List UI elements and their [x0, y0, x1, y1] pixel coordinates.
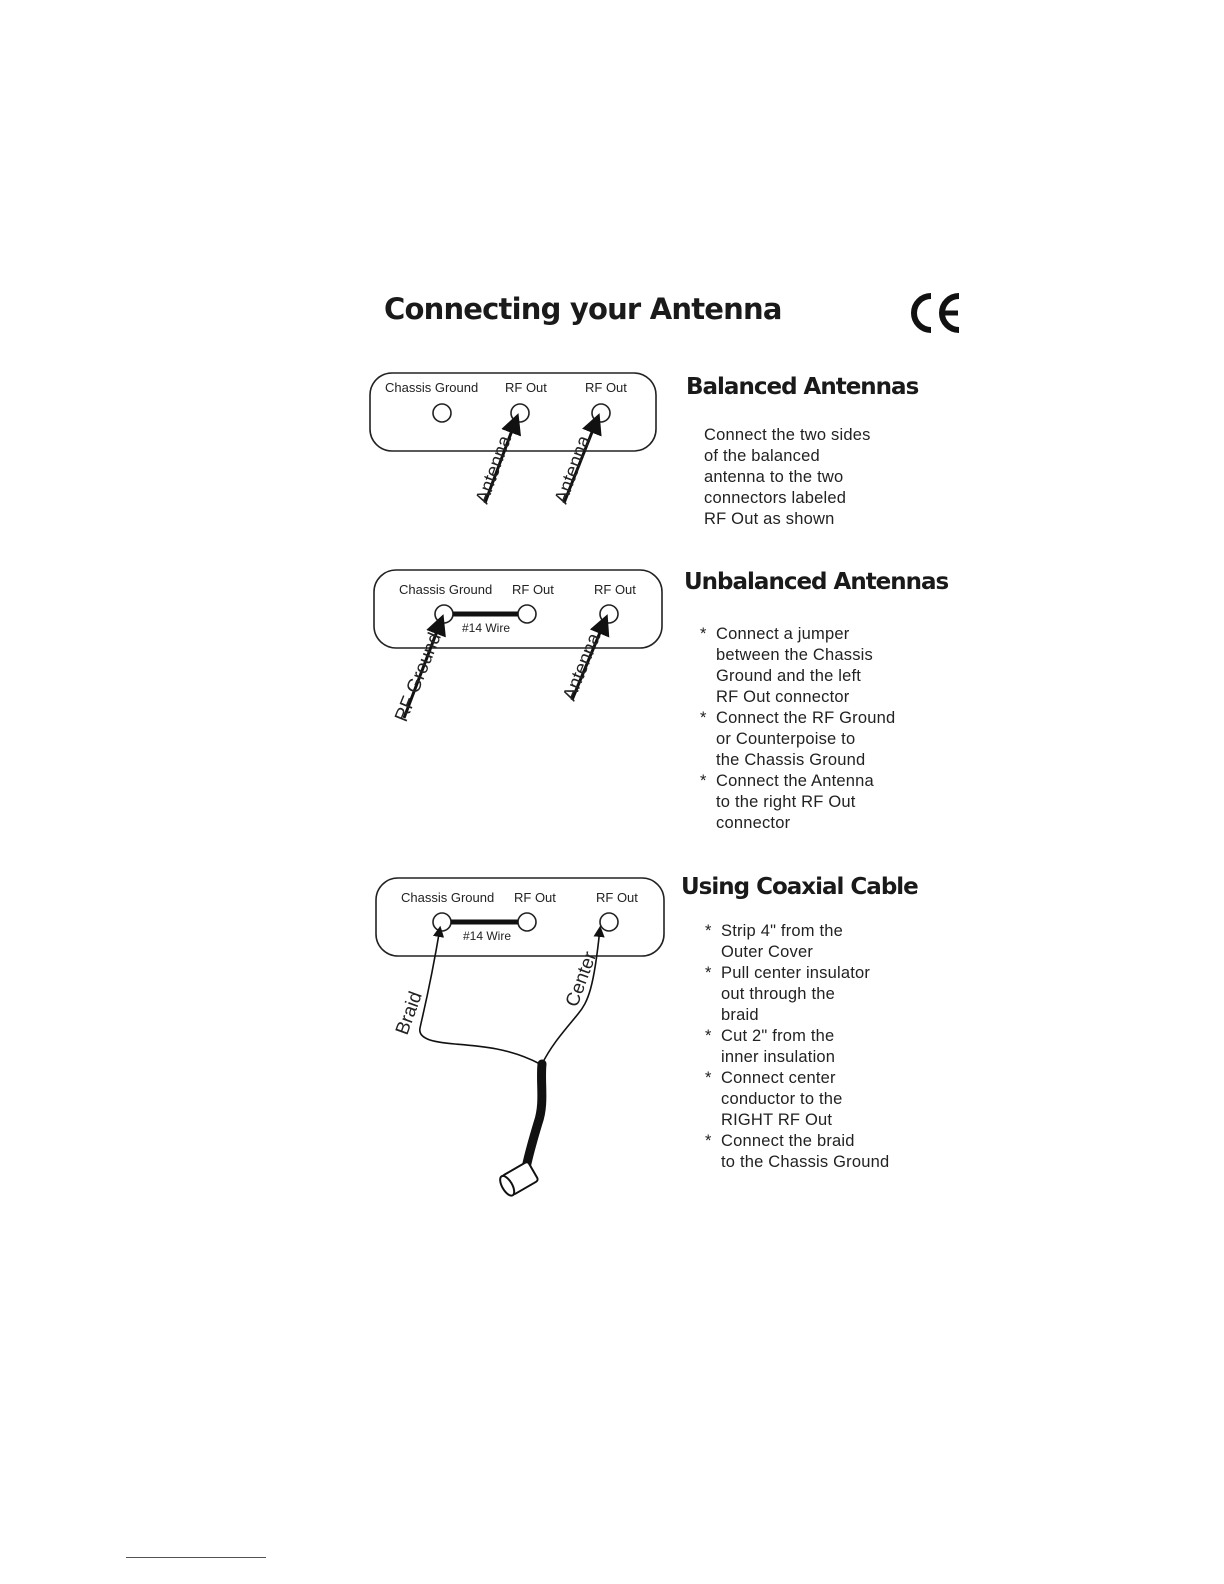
coax-connector [497, 1161, 538, 1198]
braid-lead-label: Braid [391, 988, 427, 1038]
rf-out-right-label: RF Out [585, 380, 627, 395]
balanced-description: Connect the two sides of the balanced antenna to the two connectors labeled RF Out as shown [704, 426, 871, 528]
rf-out-right-terminal [592, 404, 610, 422]
rf-ground-arrow-label: RF Ground [391, 629, 446, 725]
chassis-ground-terminal [433, 404, 451, 422]
coax-cable [526, 1064, 542, 1168]
unbalanced-instructions [698, 624, 895, 834]
unbalanced-antenna-diagram [360, 560, 680, 730]
list-item: * Connect a jumper between the Chassis Ground and the left RF Out connector [698, 624, 895, 708]
balanced-antenna-diagram [360, 365, 670, 515]
unbalanced-antennas-heading: Unbalanced Antennas [684, 569, 949, 595]
balanced-antennas-heading: Balanced Antennas [686, 374, 919, 400]
coaxial-cable-diagram [360, 868, 680, 1198]
wire-gauge-label: #14 Wire [462, 621, 511, 635]
chassis-ground-label: Chassis Ground [399, 582, 493, 597]
wire-gauge-label: #14 Wire [463, 929, 512, 943]
list-item: * Connect the Antenna to the right RF Out connector [698, 771, 895, 834]
chassis-ground-label: Chassis Ground [401, 890, 495, 905]
rf-out-right-label: RF Out [594, 582, 636, 597]
antenna-arrow-right-label: Antenna [550, 433, 595, 507]
rf-out-left-terminal [511, 404, 529, 422]
braid-lead [420, 928, 540, 1064]
footer-link-rule [126, 1557, 266, 1558]
list-item: * Cut 2" from the inner insulation [703, 1026, 889, 1068]
rf-out-left-terminal [518, 605, 536, 623]
center-lead-label: Center [561, 948, 602, 1010]
page-title: Connecting your Antenna [384, 292, 782, 326]
coaxial-cable-heading: Using Coaxial Cable [681, 874, 918, 900]
list-item: * Connect the RF Ground or Counterpoise to the Chassis Ground [698, 708, 895, 771]
rf-out-left-label: RF Out [512, 582, 554, 597]
rf-out-left-label: RF Out [514, 890, 556, 905]
chassis-ground-terminal [433, 913, 451, 931]
list-item: * Connect center conductor to the RIGHT RF Out [703, 1068, 889, 1131]
chassis-ground-terminal [435, 605, 453, 623]
list-item: * Connect the braid to the Chassis Ground [703, 1131, 889, 1173]
list-item: * Pull center insulator out through the braid [703, 963, 889, 1026]
antenna-arrow-left-label: Antenna [471, 433, 516, 507]
antenna-arrow-label: Antenna [559, 630, 606, 704]
rf-out-right-terminal [600, 913, 618, 931]
ce-mark-icon [906, 290, 962, 336]
coaxial-instructions [703, 921, 889, 1173]
rf-out-left-terminal [518, 913, 536, 931]
rf-out-right-terminal [600, 605, 618, 623]
rf-out-right-label: RF Out [596, 890, 638, 905]
list-item: * Strip 4" from the Outer Cover [703, 921, 889, 963]
chassis-ground-label: Chassis Ground [385, 380, 479, 395]
rf-out-left-label: RF Out [505, 380, 547, 395]
